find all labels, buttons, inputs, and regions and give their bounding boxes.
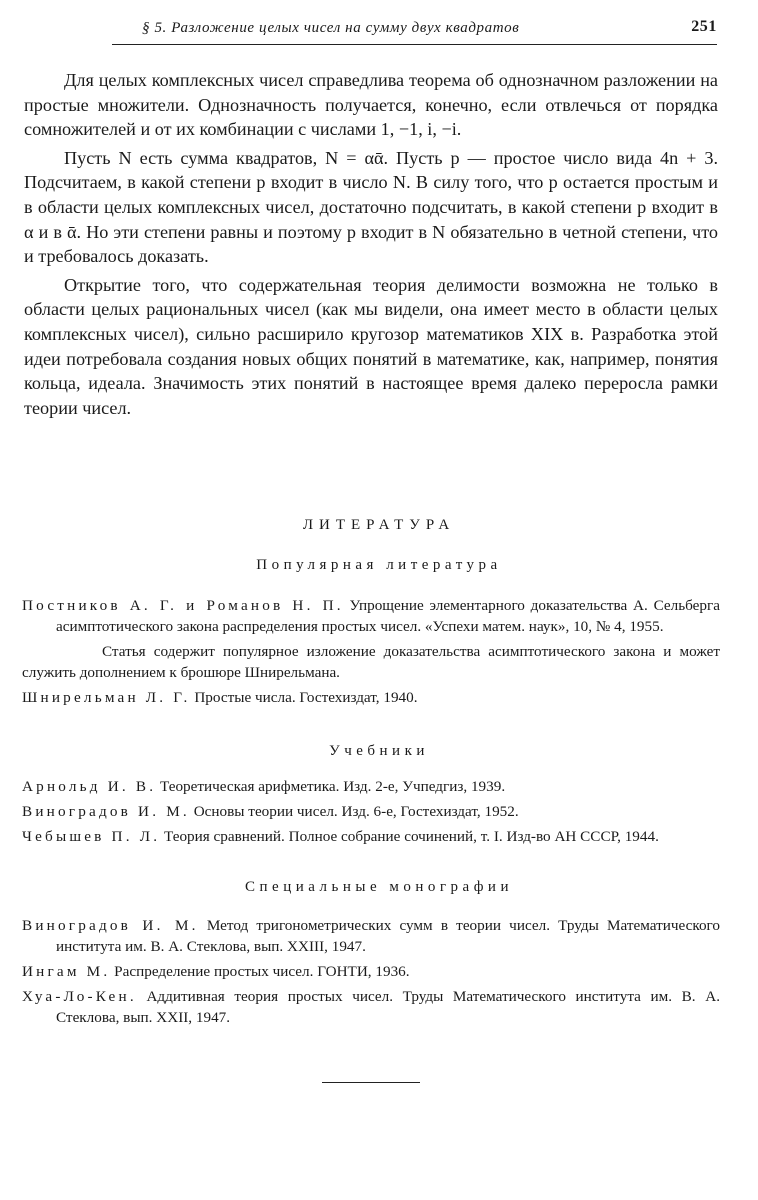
reference-text: Простые числа. Гостехиздат, 1940. — [190, 689, 418, 706]
reference-text: Теория сравнений. Полное собрание сочинений, т. I. Изд-во АН СССР, 1944. — [160, 828, 659, 845]
end-rule — [322, 1082, 420, 1083]
reference-author: Хуа-Ло-Кен. — [22, 988, 137, 1005]
reference-author: Постников А. Г. и Романов Н. П. — [22, 597, 344, 614]
running-head — [112, 18, 717, 42]
running-head-title: § 5. Разложение целых чисел на сумму двух квадратов — [142, 20, 520, 36]
literature-heading: ЛИТЕРАТУРА — [302, 517, 456, 533]
refs-textbooks — [22, 776, 720, 851]
reference-author: Чебышев П. Л. — [22, 828, 161, 845]
reference-text: Метод тригонометрических сумм в теории чисел. Труды Математического института им. В. А. Стеклова, вып. XXIII, 1947. — [56, 917, 720, 955]
reference-item — [22, 915, 720, 957]
header-rule — [112, 44, 717, 45]
reference-text: Теоретическая арифметика. Изд. 2-е, Учпедгиз, 1939. — [156, 778, 506, 795]
reference-note: Статья содержит популярное изложение доказательства асимптотического закона и может служить дополнением к брошюре Шнирельмана. — [22, 643, 720, 681]
reference-text: Распределение простых чисел. ГОНТИ, 1936. — [110, 963, 410, 980]
reference-author: Шнирельман Л. Г. — [22, 689, 191, 706]
reference-item — [22, 801, 720, 822]
reference-item — [22, 776, 720, 797]
reference-author: Виноградов И. М. — [22, 803, 190, 820]
paragraph-1: Для целых комплексных чисел справедлива теорема об однозначном разложении на простые множители. Однозначность получается, конечно, если отвлечься от порядка сомножителей и от их комбинации с числами 1, −1, i, −i. — [24, 70, 718, 140]
body-text — [24, 68, 718, 424]
reference-text: Аддитивная теория простых чисел. Труды Математического института им. В. А. Стеклова, вып. XXII, 1947. — [56, 988, 720, 1026]
reference-text: Упрощение элементарного доказательства А. Сельберга асимптотического закона распределения простых чисел. «Успехи матем. наук», 10, № 4, 1955. — [56, 597, 720, 635]
reference-item — [22, 687, 720, 708]
reference-author: Арнольд И. В. — [22, 778, 157, 795]
page-number: 251 — [691, 18, 717, 35]
reference-item — [22, 961, 720, 982]
reference-author: Ингам М. — [22, 963, 111, 980]
paragraph-3: Открытие того, что содержательная теория делимости возможна не только в области целых рациональных чисел (как мы видели, она имеет место в области целых комплексных чисел), сильно расширило кругозор математиков XIX в. Разработка этой идеи потребовала создания новых общих понятий в математике, как, например, понятия кольца, идеала. Значимость этих понятий в настоящее время далеко переросла рамки теории чисел. — [24, 274, 718, 418]
section-title-popular: Популярная литература — [256, 557, 502, 573]
section-title-monographs: Специальные монографии — [245, 879, 513, 895]
paragraph-2: Пусть N есть сумма квадратов, N = αᾱ. Пусть p — простое число вида 4n + 3. Подсчитаем, в какой степени p входит в число N. В силу того, что p остается простым и в области целых комплексных чисел, достаточно подсчитать, в какой степени p входит в α и в ᾱ. Но эти степени равны и поэтому p входит в N обязательно в четной степени, что и требовалось доказать. — [24, 147, 718, 267]
reference-item — [22, 826, 720, 847]
reference-author: Виноградов И. М. — [22, 917, 199, 934]
refs-popular — [22, 595, 720, 712]
refs-monographs — [22, 915, 720, 1032]
section-title-textbooks: Учебники — [329, 743, 429, 759]
reference-text: Основы теории чисел. Изд. 6-е, Гостехиздат, 1952. — [189, 803, 519, 820]
reference-item — [22, 986, 720, 1028]
reference-item — [22, 595, 720, 637]
